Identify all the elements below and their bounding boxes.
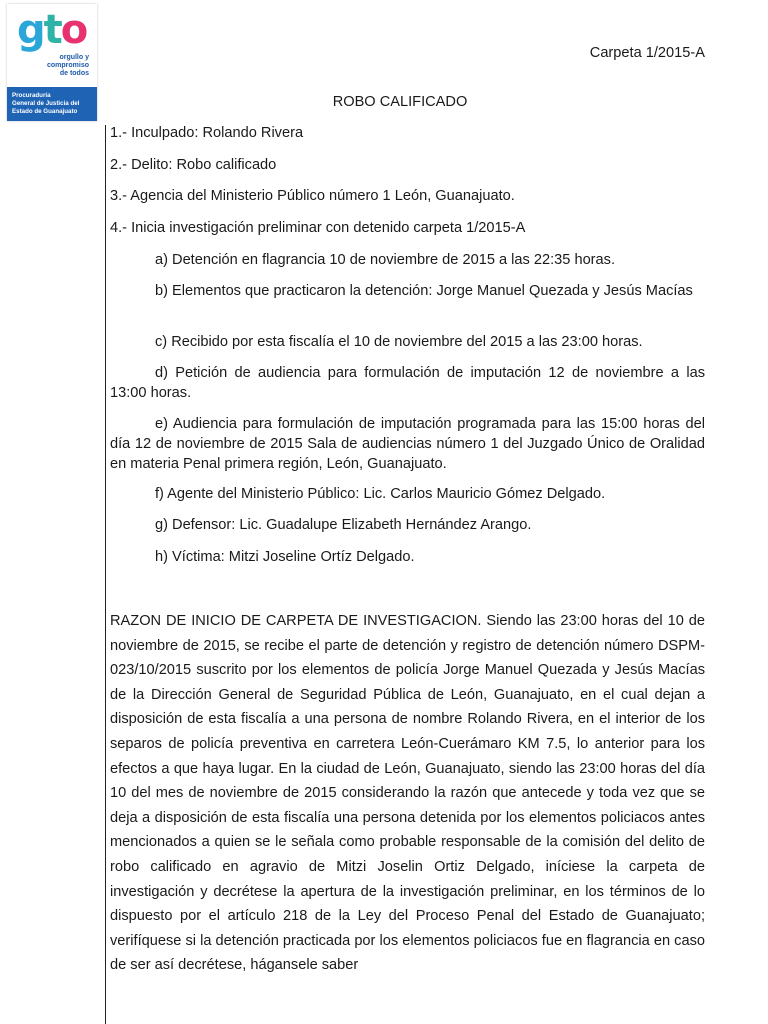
subitem-c: c) Recibido por esta fiscalía el 10 de noviembre del 2015 a las 23:00 horas. (155, 334, 643, 350)
logo-tagline: orgullo y compromiso de todos (46, 54, 89, 77)
subitem-e: e) Audiencia para formulación de imputación programada para las 15:00 horas del día 12 de noviembre de 2015 Sala de audiencias número 1 del Juzgado Único de Oralidad en materia Penal primera región, León, Guanajuato. (110, 416, 705, 472)
subitem-a: a) Detención en flagrancia 10 de noviembre de 2015 a las 22:35 horas. (155, 252, 616, 268)
item-crime: 2.- Delito: Robo calificado (110, 157, 277, 173)
institution-logo (7, 4, 97, 121)
subitem-b: b) Elementos que practicaron la detención: Jorge Manuel Quezada y Jesús Macías (155, 283, 693, 299)
logo-wordmark: gto (17, 7, 87, 53)
margin-line (105, 125, 106, 1024)
logo-institution: Procuraduría General de Justicia del Estado de Guanajuato (7, 87, 97, 121)
subitem-h: h) Víctima: Mitzi Joseline Ortíz Delgado. (155, 549, 415, 565)
subitem-f: f) Agente del Ministerio Público: Lic. Carlos Mauricio Gómez Delgado. (155, 486, 606, 502)
item-accused: 1.- Inculpado: Rolando Rivera (110, 125, 304, 141)
subitem-g: g) Defensor: Lic. Guadalupe Elizabeth Hernández Arango. (155, 517, 532, 533)
folder-number: Carpeta 1/2015-A (589, 45, 705, 61)
document-title: ROBO CALIFICADO (332, 94, 468, 110)
subitem-d: d) Petición de audiencia para formulación de imputación 12 de noviembre a las 13:00 horas. (110, 365, 705, 401)
body-paragraph: RAZON DE INICIO DE CARPETA DE INVESTIGACION. Siendo las 23:00 horas del 10 de noviembre de 2015, se recibe el parte de detención y registro de detención número DSPM- 023/10/2015 suscrito por los elementos de policía Jorge Manuel Quezada y Jesús Macías de la Dirección General de Seguridad Pública de León, Guanajuato, en el cual dejan a disposición de esta fiscalía a una persona de nombre Rolando Rivera, en el interior de los separos de policía preventiva en carretera León-Cuerámaro KM 7.5, lo anterior para los efectos a que haya lugar. En la ciudad de León, Guanajuato, siendo las 23:00 horas del día 10 del mes de noviembre de 2015 considerando la razón que antecede y toda vez que se deja a disposición de esta fiscalía una persona detenida por los elementos policiacos antes mencionados a quien se le señala como probable responsable de la comisión del delito de robo calificado en agravio de Mitzi Joselin Ortiz Delgado, iníciese la carpeta de investigación y decrétese la apertura de la investigación preliminar, en los términos de lo dispuesto por el artículo 218 de la Ley del Proceso Penal del Estado de Guanajuato; verifíquese si la detención practicada por los elementos policiacos fue en flagrancia en caso de ser así decrétese, hágansele saber (110, 613, 705, 974)
item-agency: 3.- Agencia del Ministerio Público número 1 León, Guanajuato. (110, 188, 515, 204)
item-investigation: 4.- Inicia investigación preliminar con detenido carpeta 1/2015-A (110, 220, 526, 236)
